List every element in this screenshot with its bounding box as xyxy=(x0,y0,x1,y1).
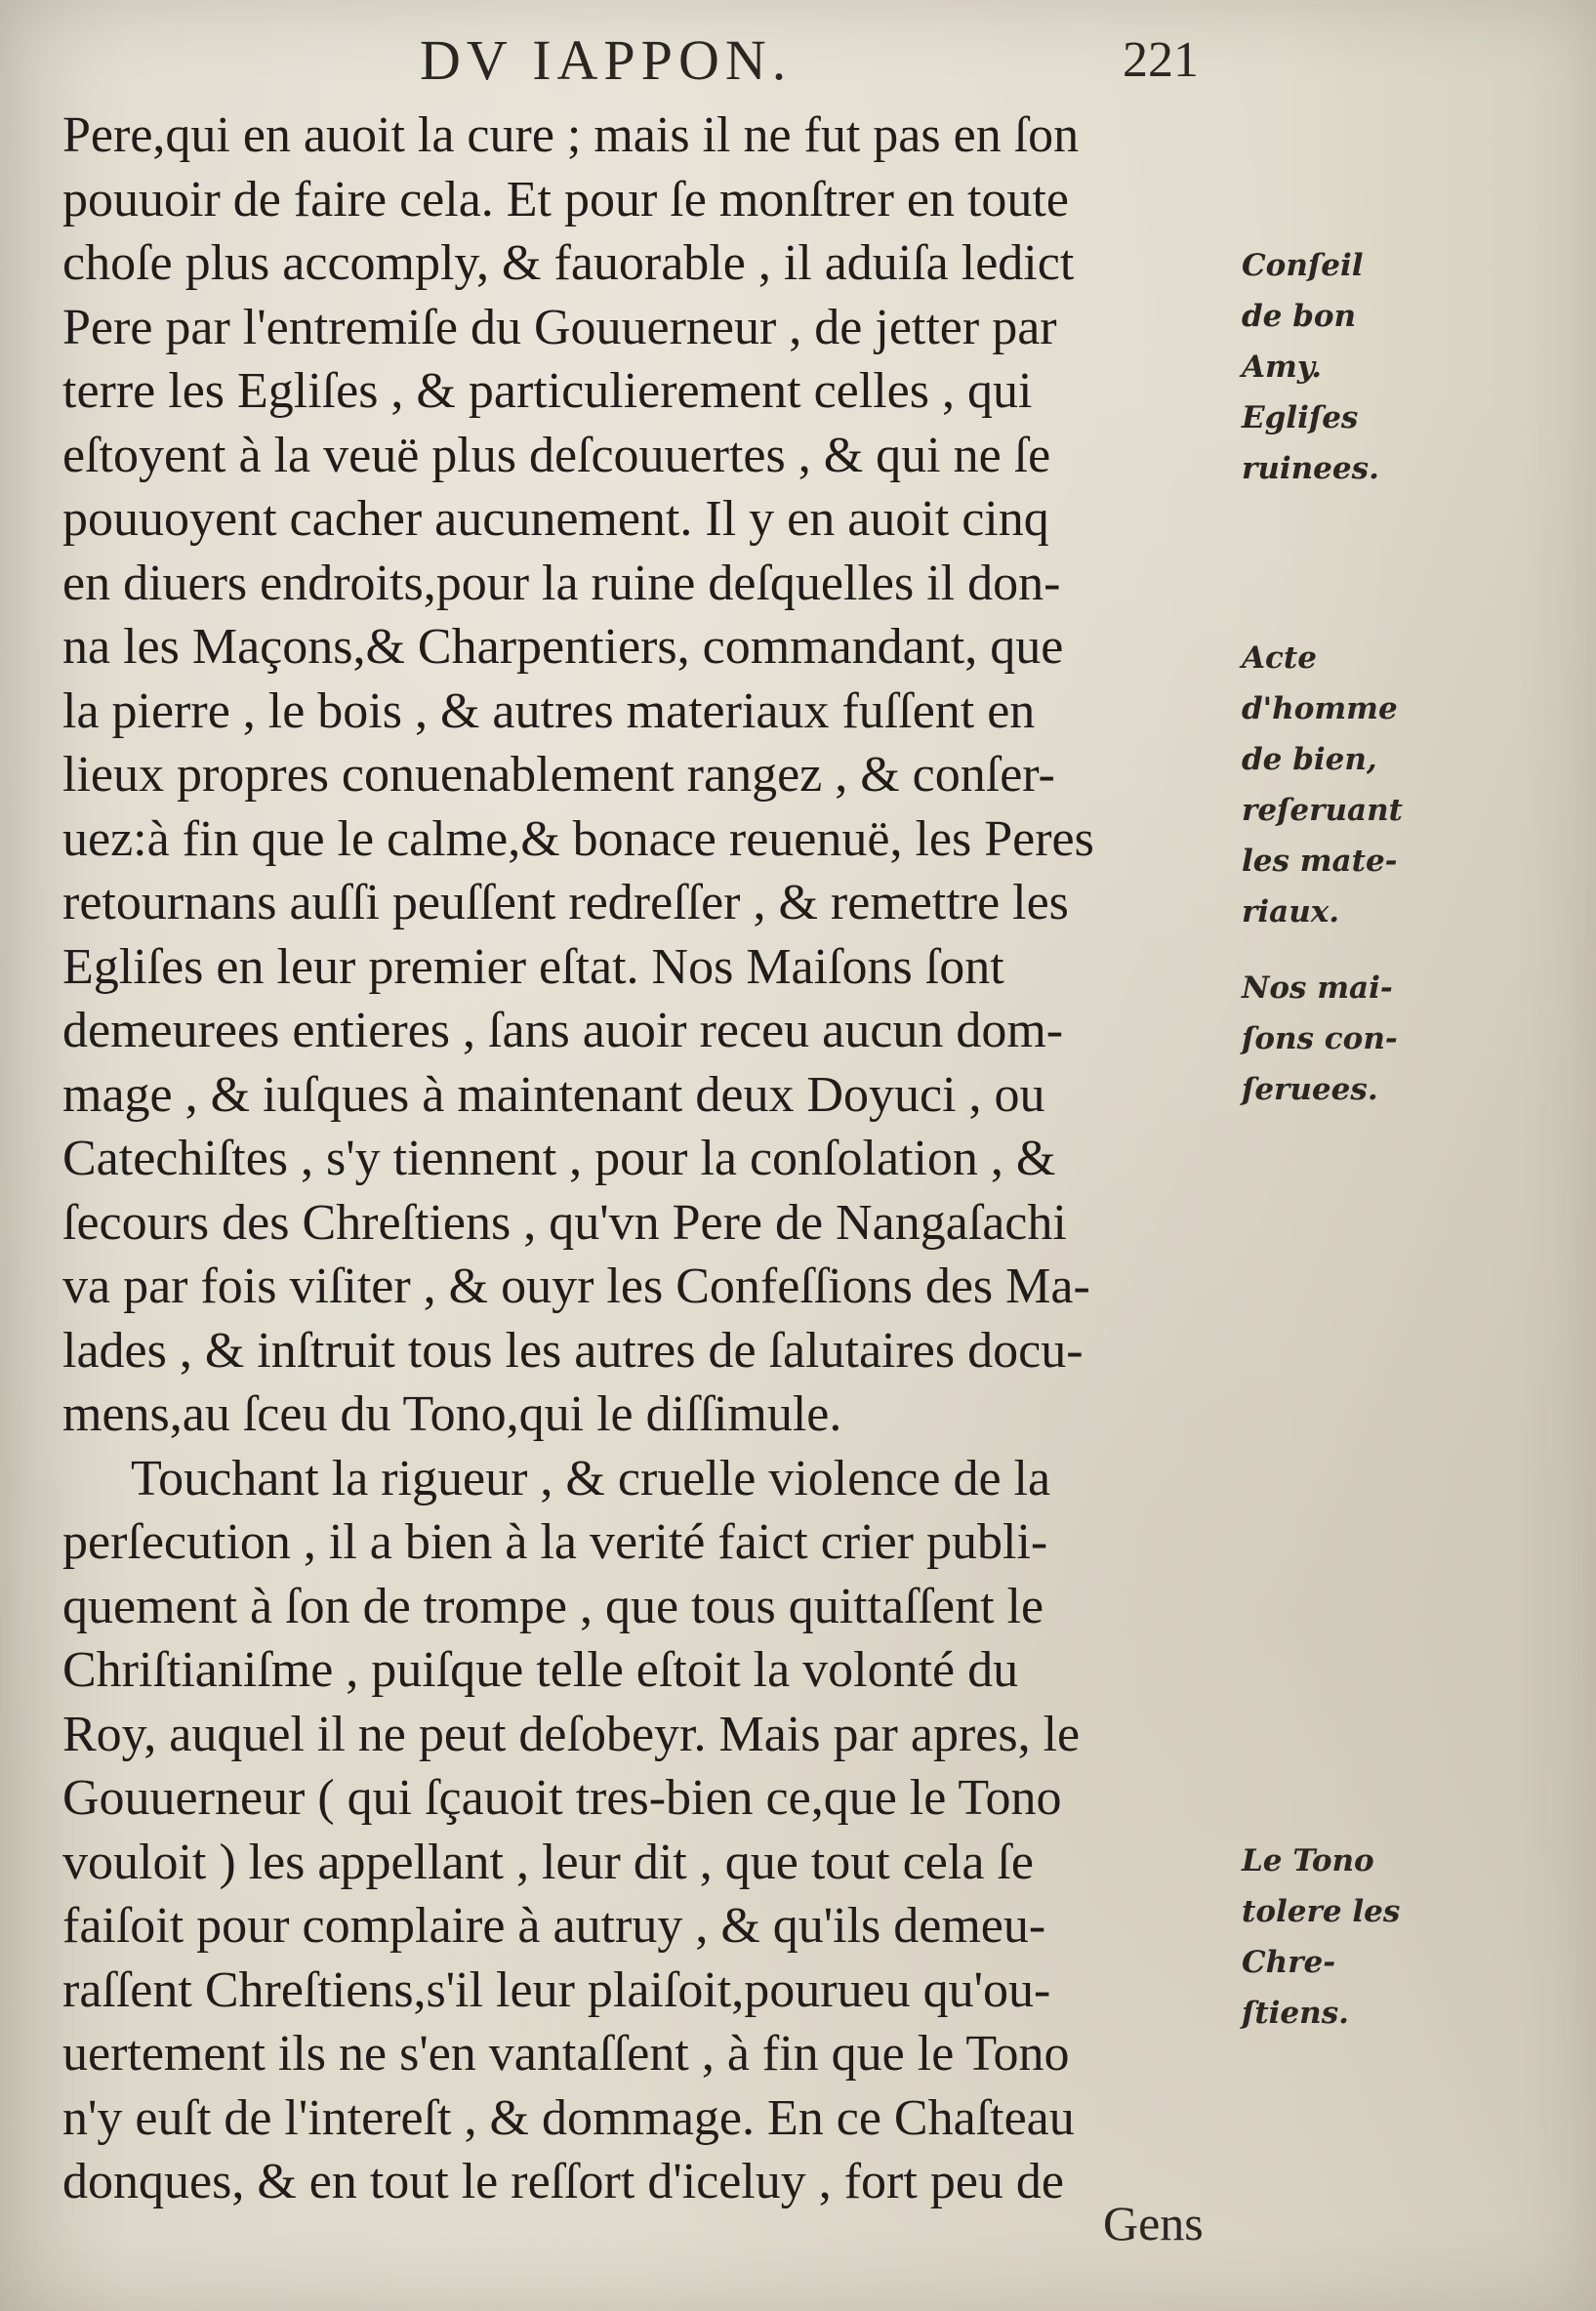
margin-note-line: Le Tono xyxy=(1242,1843,1374,1878)
text-line: uertement ils ne s'en vantaſſent , à fin que le Tono xyxy=(62,2026,1070,2082)
margin-note-line: ruinees. xyxy=(1242,451,1379,486)
margin-note-line: Egliſes xyxy=(1242,400,1359,435)
margin-note-line: reſeruant xyxy=(1242,793,1403,828)
margin-note xyxy=(1242,240,1447,494)
text-line: perſecution , il a bien à la verité faict crier publi- xyxy=(62,1514,1048,1570)
text-line: Pere par l'entremiſe du Gouuerneur , de jetter par xyxy=(62,299,1057,355)
margin-note-line: de bien, xyxy=(1242,742,1377,777)
text-line: pouuoir de faire cela. Et pour ſe monſtrer en toute xyxy=(62,171,1069,227)
text-line: Pere,qui en auoit la cure ; mais il ne fut pas en ſon xyxy=(62,107,1080,163)
text-line: n'y euſt de l'intereſt , & dommage. En ce Chaſteau xyxy=(62,2089,1075,2146)
main-text-block xyxy=(62,103,1234,2214)
margin-note-line: ſons con- xyxy=(1242,1021,1398,1056)
text-line: retournans auſſi peuſſent redreſſer , & remettre les xyxy=(62,875,1069,930)
margin-note-line: de bon xyxy=(1242,299,1357,334)
text-line: donques, & en tout le reſſort d'iceluy , fort peu de xyxy=(62,2154,1064,2209)
margin-note-line: Conſeil xyxy=(1242,248,1364,283)
margin-note-line: tolere les xyxy=(1242,1894,1401,1929)
text-line: Gouuerneur ( qui ſçauoit tres-bien ce,que le Tono xyxy=(62,1770,1062,1826)
text-line: Roy, auquel il ne peut deſobeyr. Mais par apres, le xyxy=(62,1706,1081,1762)
margin-note xyxy=(1242,633,1447,937)
text-line: eſtoyent à la veuë plus deſcouuertes , & qui ne ſe xyxy=(62,427,1051,483)
text-line: pouuoyent cacher aucunement. Il y en auoit cinq xyxy=(62,491,1049,547)
margin-note-line: Chre- xyxy=(1242,1945,1336,1980)
text-line: ſecours des Chreſtiens , qu'vn Pere de Nangaſachi xyxy=(62,1194,1067,1251)
margin-note-line: ſeruees. xyxy=(1242,1072,1378,1107)
text-line: mage , & iuſques à maintenant deux Doyuci , ou xyxy=(62,1066,1045,1123)
margin-note-line: Nos mai- xyxy=(1242,970,1393,1006)
text-line: choſe plus accomply, & fauorable , il aduiſa ledict xyxy=(62,235,1075,291)
catchword: Gens xyxy=(1103,2196,1204,2250)
text-line: en diuers endroits,pour la ruine deſquelles il don- xyxy=(62,555,1061,611)
margin-note-line: Amy. xyxy=(1242,350,1323,385)
margin-note xyxy=(1242,963,1447,1115)
text-line: lades , & inſtruit tous les autres de ſalutaires docu- xyxy=(62,1322,1084,1379)
page-number: 221 xyxy=(1123,32,1199,88)
margin-note-line: ſtiens. xyxy=(1242,1996,1349,2031)
text-line: Touchant la rigueur , & cruelle violence de la xyxy=(131,1450,1051,1506)
margin-note xyxy=(1242,1836,1447,2039)
text-line: mens,au ſceu du Tono,qui le diſſimule. xyxy=(62,1386,842,1442)
text-line: faiſoit pour complaire à autruy , & qu'ils demeu- xyxy=(62,1898,1046,1954)
text-line: lieux propres conuenablement rangez , & conſer- xyxy=(62,747,1055,803)
text-line: raſſent Chreſtiens,s'il leur plaiſoit,pourueu qu'ou- xyxy=(62,1961,1051,2018)
running-title: DV IAPPON. xyxy=(420,28,793,92)
text-line: quement à ſon de trompe , que tous quittaſſent le xyxy=(62,1578,1044,1634)
text-line: Egliſes en leur premier eſtat. Nos Maiſons ſont xyxy=(62,938,1004,995)
text-line: la pierre , le bois , & autres materiaux fuſſent en xyxy=(62,682,1036,739)
margin-note-line: riaux. xyxy=(1242,894,1340,929)
text-line: terre les Egliſes , & particulierement celles , qui xyxy=(62,363,1033,419)
text-line: na les Maçons,& Charpentiers, commandant, que xyxy=(62,619,1064,675)
text-line: vouloit ) les appellant , leur dit , que tout cela ſe xyxy=(62,1834,1034,1890)
text-line: Catechiſtes , s'y tiennent , pour la conſolation , & xyxy=(62,1131,1056,1186)
margin-note-line: d'homme xyxy=(1242,691,1398,726)
text-line: demeurees entieres , ſans auoir receu aucun dom- xyxy=(62,1003,1064,1058)
text-line: va par fois viſiter , & ouyr les Confeſſions des Ma- xyxy=(62,1259,1090,1314)
text-line: uez:à fin que le calme,& bonace reuenuë, les Peres xyxy=(62,810,1094,867)
text-line: Chriſtianiſme , puiſque telle eſtoit la volonté du xyxy=(62,1642,1019,1698)
margin-note-line: Acte xyxy=(1242,640,1317,676)
margin-note-line: les mate- xyxy=(1242,844,1398,879)
page-header xyxy=(0,27,1596,96)
